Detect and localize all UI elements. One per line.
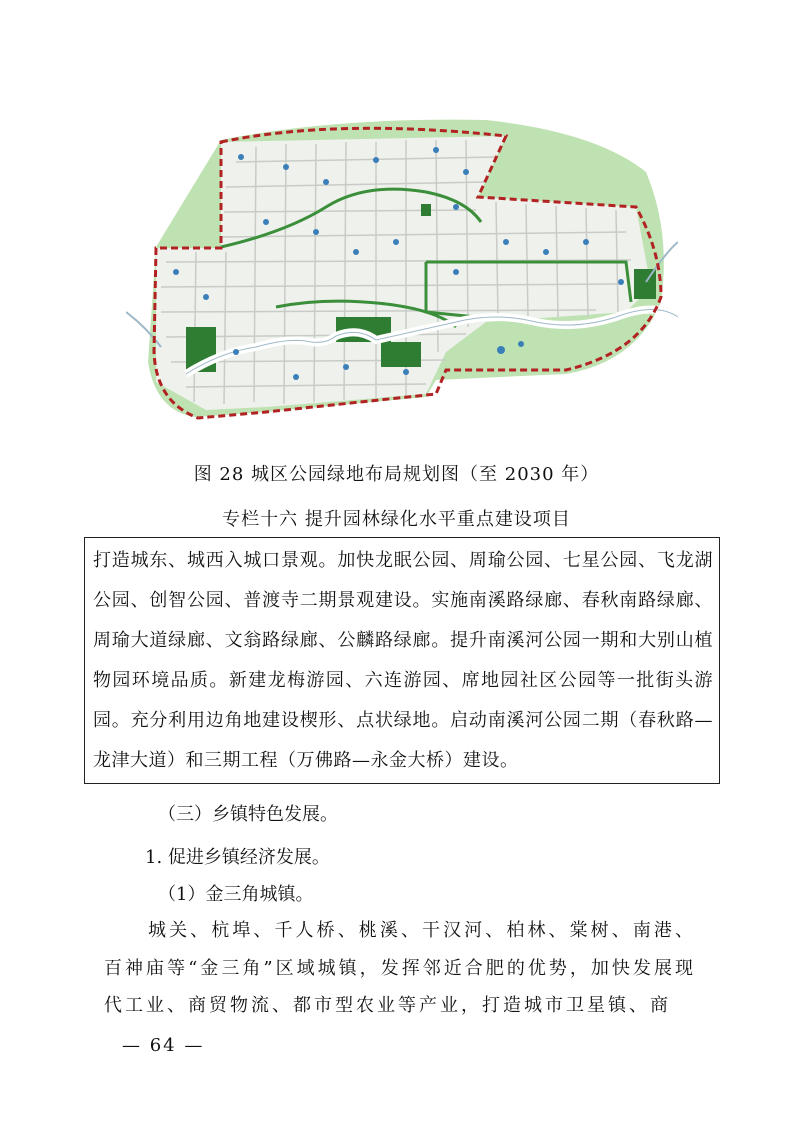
column-title: 专栏十六 提升园林绿化水平重点建设项目 xyxy=(222,509,571,530)
park-greenspace-map xyxy=(126,112,678,430)
column-box xyxy=(84,537,720,784)
subsection-heading: 1. 促进乡镇经济发展。 xyxy=(145,847,330,868)
page-number: — 64 — xyxy=(122,1035,205,1056)
figure-caption: 图 28 城区公园绿地布局规划图（至 2030 年） xyxy=(193,464,600,485)
body-paragraph: 城关、杭埠、千人桥、桃溪、干汉河、柏林、棠树、南港、百神庙等“金三角”区域城镇，发挥邻近合肥的优势，加快发展现代工业、商贸物流、都市型农业等产业，打造城市卫星镇、商 xyxy=(104,920,696,1016)
section-heading: （三）乡镇特色发展。 xyxy=(158,804,338,825)
column-body: 打造城东、城西入城口景观。加快龙眠公园、周瑜公园、七星公园、飞龙湖公园、创智公园、普渡寺二期景观建设。实施南溪路绿廊、春秋南路绿廊、周瑜大道绿廊、文翁路绿廊、公麟路绿廊。提升南溪河公园一期和大别山植物园环境品质。新建龙梅游园、六连游园、席地园社区公园等一批街头游园。充分利用边角地建设楔形、点状绿地。启动南溪河公园二期（春秋路—龙津大道）和三期工程（万佛路—永金大桥）建设。 xyxy=(93,550,713,771)
item-heading: （1）金三角城镇。 xyxy=(158,884,314,905)
